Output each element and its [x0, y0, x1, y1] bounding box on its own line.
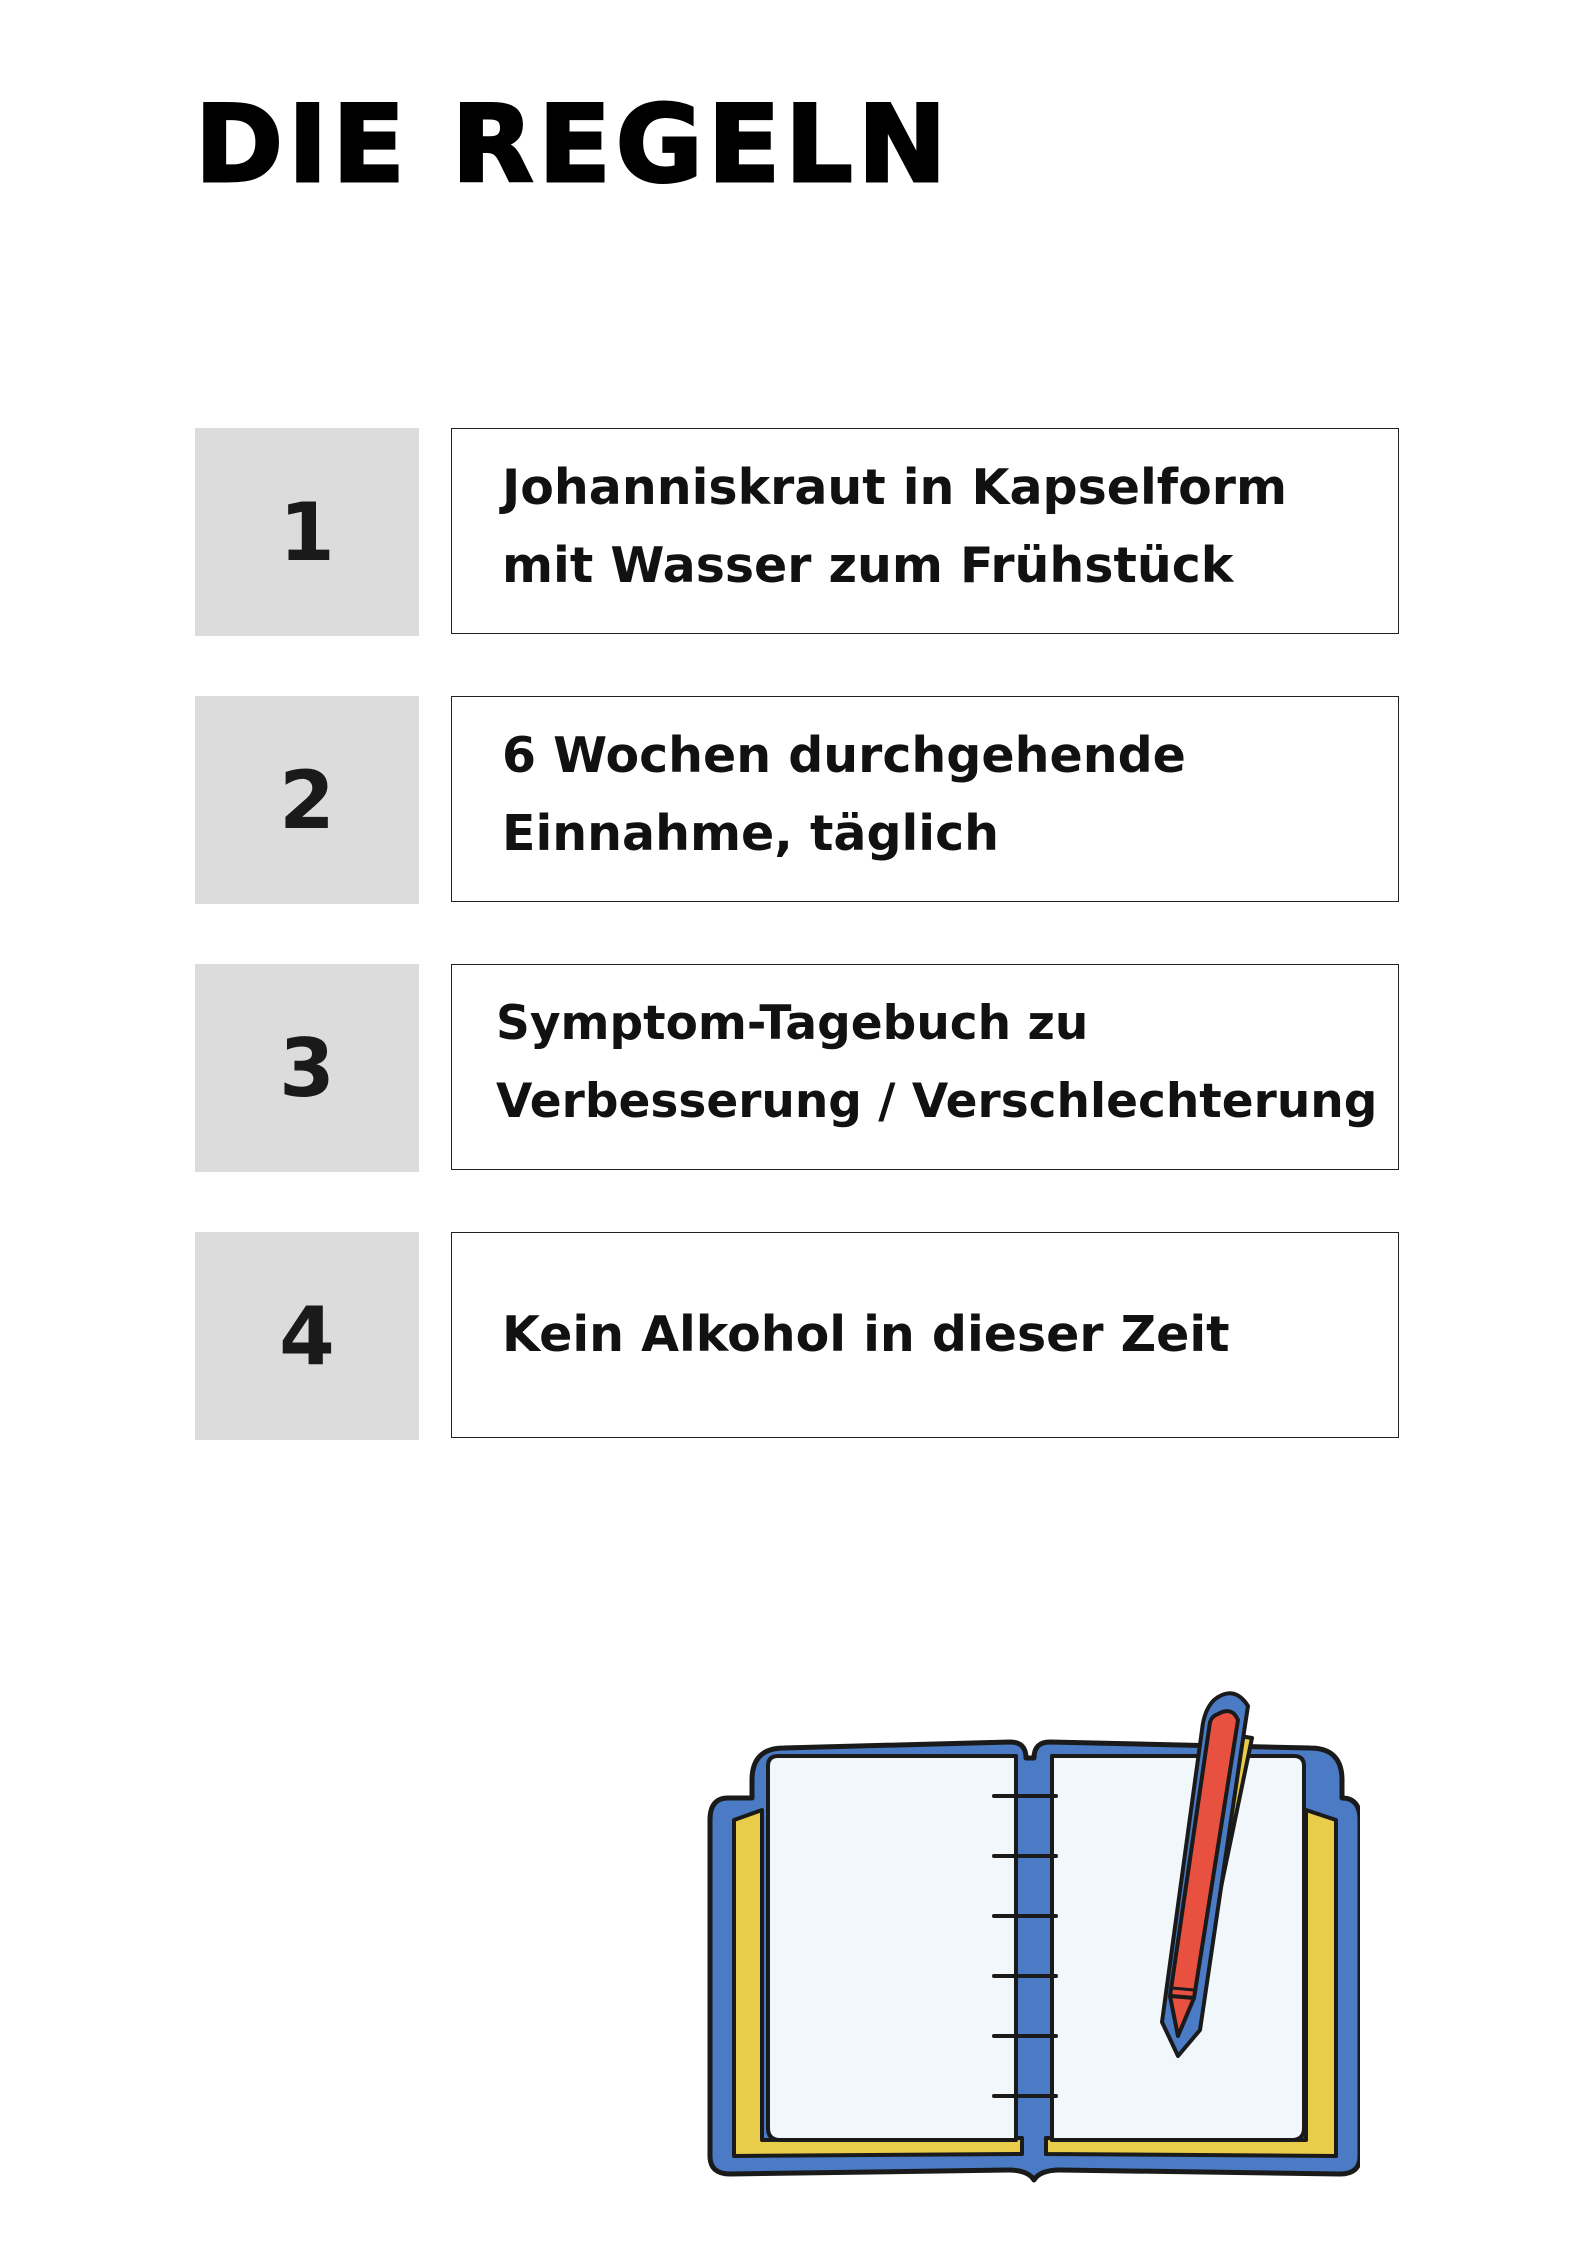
rule-item-2 [195, 696, 1401, 904]
rule-text-box-3 [451, 964, 1399, 1170]
rule-text-box-1 [451, 428, 1399, 634]
rule-text-4: Kein Alkohol in dieser Zeit [502, 1306, 1230, 1363]
rule-number-2: 2 [195, 696, 419, 904]
rule-text-2: 6 Wochen durchgehende Einnahme, täglich [502, 727, 1186, 862]
rule-text-box-2 [451, 696, 1399, 902]
paper-left [768, 1756, 1016, 2140]
rule-number-3: 3 [195, 964, 419, 1172]
notebook-with-pen-icon [700, 1670, 1360, 2190]
rule-text-1: Johanniskraut in Kapselform mit Wasser zum Frühstück [502, 459, 1288, 594]
page-title: DIE REGELN [195, 83, 952, 206]
rule-item-3 [195, 964, 1401, 1172]
rule-text-3: Symptom-Tagebuch zu Verbesserung / Verschlechterung [496, 996, 1378, 1129]
rule-number-1: 1 [195, 428, 419, 636]
rule-number-4: 4 [195, 1232, 419, 1440]
rule-text-box-4 [451, 1232, 1399, 1438]
rule-item-1 [195, 428, 1401, 636]
rule-item-4 [195, 1232, 1401, 1440]
